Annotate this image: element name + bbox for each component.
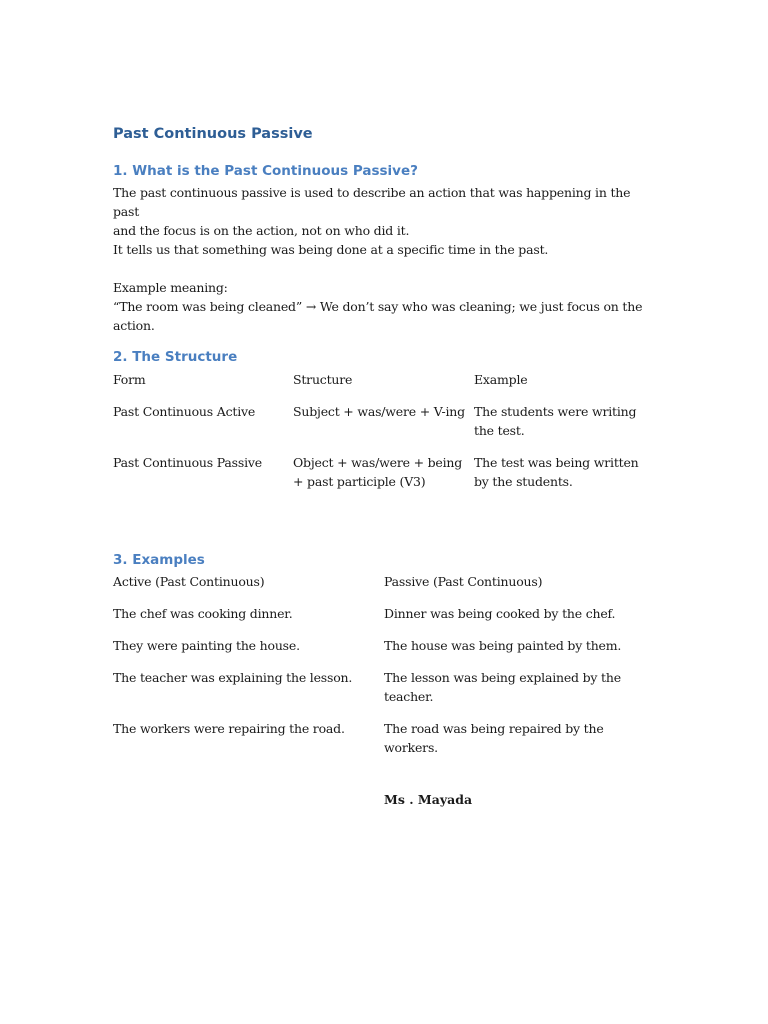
cell-line: the test. — [474, 423, 525, 438]
table-header: Structure — [293, 372, 353, 387]
cell-line: The road was being repaired by the — [384, 721, 604, 736]
cell-line: Object + was/were + being — [293, 455, 463, 470]
section-heading: 3. Examples — [113, 552, 205, 568]
table-cell: Past Continuous Active — [113, 404, 256, 419]
table-header: Active (Past Continuous) — [113, 574, 265, 589]
table-cell: They were painting the house. — [113, 638, 300, 653]
author-signature: Ms . Mayada — [384, 792, 473, 807]
table-cell: Past Continuous Passive — [113, 455, 262, 470]
examples-table — [113, 572, 643, 757]
example-label: Example meaning: — [113, 280, 228, 295]
table-cell — [474, 402, 643, 440]
cell-line: workers. — [384, 740, 438, 755]
section-heading: 1. What is the Past Continuous Passive? — [113, 163, 418, 179]
structure-table — [113, 370, 643, 491]
cell-line: teacher. — [384, 689, 434, 704]
table-cell: The chef was cooking dinner. — [113, 606, 293, 621]
paragraph-line: The past continuous passive is used to describe an action that was happening in the past — [113, 185, 631, 219]
table-header: Form — [113, 372, 146, 387]
table-header: Passive (Past Continuous) — [384, 574, 543, 589]
table-cell: Subject + was/were + V-ing — [293, 404, 465, 419]
table-cell — [384, 719, 643, 757]
table-cell: The house was being painted by them. — [384, 638, 622, 653]
table-cell: The teacher was explaining the lesson. — [113, 670, 353, 685]
cell-line: The students were writing — [474, 404, 637, 419]
paragraph-line: It tells us that something was being done at a specific time in the past. — [113, 242, 549, 257]
table-cell — [474, 453, 643, 491]
cell-line: + past participle (V3) — [293, 474, 426, 489]
table-cell: The workers were repairing the road. — [113, 721, 345, 736]
document-page — [113, 124, 643, 757]
section-heading: 2. The Structure — [113, 349, 238, 365]
example-line: action. — [113, 318, 155, 333]
table-cell: Dinner was being cooked by the chef. — [384, 606, 616, 621]
table-cell — [384, 668, 643, 706]
table-cell — [293, 453, 474, 491]
cell-line: The test was being written — [474, 455, 639, 470]
document-title: Past Continuous Passive — [113, 126, 313, 142]
example-line: “The room was being cleaned” → We don’t say who was cleaning; we just focus on the — [113, 299, 643, 314]
cell-line: by the students. — [474, 474, 573, 489]
paragraph-line: and the focus is on the action, not on who did it. — [113, 223, 410, 238]
table-header: Example — [474, 372, 528, 387]
cell-line: The lesson was being explained by the — [384, 670, 621, 685]
